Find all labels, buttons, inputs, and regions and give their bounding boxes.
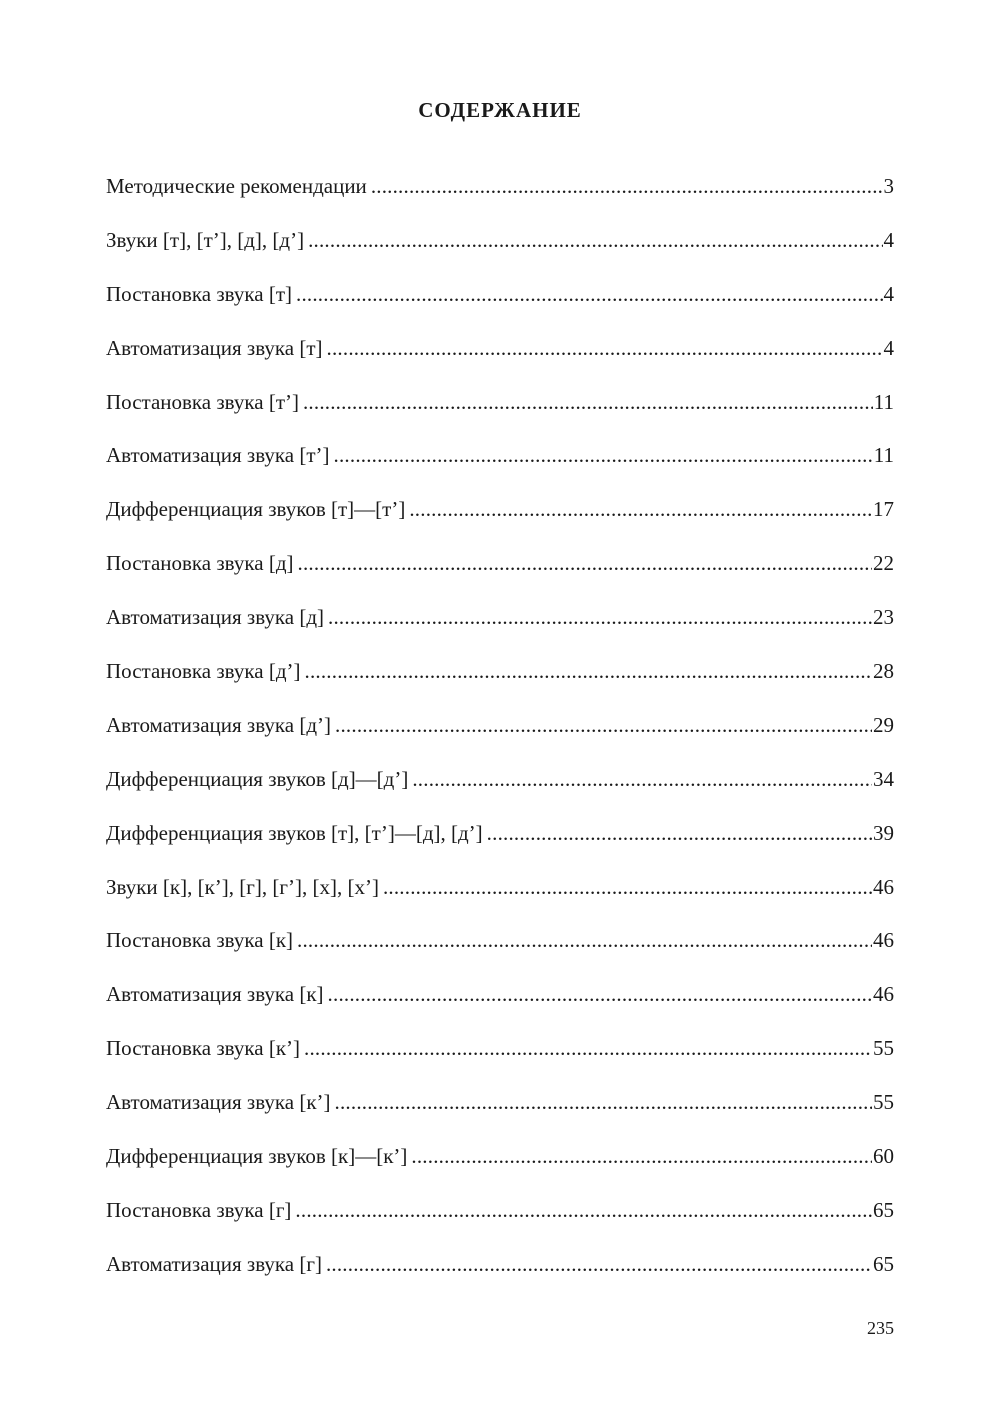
toc-dot-leader [487, 819, 872, 847]
toc-dot-leader [328, 603, 872, 631]
toc-entry[interactable] [106, 388, 894, 442]
toc-entry[interactable] [106, 1088, 894, 1142]
toc-entry-label: Дифференциация звуков [к]—[к’] [106, 1144, 408, 1169]
toc-entry-label: Постановка звука [т’] [106, 389, 299, 414]
toc-dot-leader [326, 1250, 872, 1278]
toc-entry-page: 65 [873, 1251, 894, 1276]
toc-entry-label: Автоматизация звука [г] [106, 1251, 322, 1276]
toc-entry-label: Дифференциация звуков [д]—[д’] [106, 766, 409, 791]
toc-dot-leader [295, 1196, 872, 1224]
toc-entry[interactable] [106, 873, 894, 927]
toc-dot-leader [335, 1088, 872, 1116]
toc-entry-page: 11 [873, 443, 894, 468]
toc-entry-label: Методические рекомендации [106, 174, 367, 198]
toc-entry[interactable] [106, 603, 894, 657]
toc-dot-leader [409, 495, 872, 523]
toc-entry-page: 34 [873, 766, 894, 791]
toc-entry[interactable] [106, 334, 894, 388]
toc-entry[interactable] [106, 819, 894, 873]
toc-entry-label: Автоматизация звука [т’] [106, 443, 330, 468]
table-of-contents [106, 172, 894, 1304]
toc-entry-page: 4 [883, 335, 894, 360]
toc-entry-label: Постановка звука [к’] [106, 1036, 301, 1061]
toc-entry-page: 17 [873, 497, 894, 522]
toc-dot-leader [412, 765, 872, 793]
toc-dot-leader [304, 1034, 872, 1062]
toc-dot-leader [308, 226, 882, 254]
toc-entry-page: 55 [873, 1036, 894, 1061]
toc-entry-label: Звуки [т], [т’], [д], [д’] [106, 227, 305, 252]
toc-entry[interactable] [106, 172, 894, 226]
toc-entry[interactable] [106, 926, 894, 980]
toc-dot-leader [303, 388, 873, 416]
toc-entry-label: Автоматизация звука [т] [106, 335, 323, 360]
toc-entry-label: Постановка звука [д’] [106, 659, 301, 684]
toc-dot-leader [297, 926, 872, 954]
toc-dot-leader [411, 1142, 872, 1170]
toc-dot-leader [298, 549, 873, 577]
toc-entry[interactable] [106, 1142, 894, 1196]
toc-entry-page: 4 [883, 227, 894, 252]
toc-entry[interactable] [106, 1034, 894, 1088]
toc-entry[interactable] [106, 441, 894, 495]
toc-entry[interactable] [106, 711, 894, 765]
page-number: 235 [867, 1318, 894, 1338]
toc-entry-page: 28 [873, 659, 894, 684]
toc-entry-page: 3 [883, 174, 894, 198]
toc-entry[interactable] [106, 495, 894, 549]
toc-entry-label: Постановка звука [г] [106, 1197, 292, 1222]
toc-entry-page: 46 [873, 982, 894, 1007]
toc-entry[interactable] [106, 657, 894, 711]
toc-entry-label: Автоматизация звука [д’] [106, 712, 332, 737]
toc-entry-label: Автоматизация звука [к] [106, 982, 324, 1007]
toc-dot-leader [334, 441, 873, 469]
toc-entry-page: 11 [873, 389, 894, 414]
toc-entry-page: 55 [873, 1090, 894, 1115]
toc-dot-leader [327, 334, 883, 362]
toc-dot-leader [371, 172, 883, 200]
toc-entry-page: 4 [883, 281, 894, 306]
toc-entry-label: Автоматизация звука [к’] [106, 1090, 331, 1115]
toc-entry-page: 46 [873, 928, 894, 953]
toc-entry[interactable] [106, 1196, 894, 1250]
toc-entry-page: 29 [873, 712, 894, 737]
toc-entry-label: Звуки [к], [к’], [г], [г’], [х], [х’] [106, 874, 379, 899]
toc-entry[interactable] [106, 280, 894, 334]
toc-entry[interactable] [106, 226, 894, 280]
toc-entry-label: Постановка звука [т] [106, 281, 292, 306]
toc-entry-label: Постановка звука [к] [106, 928, 294, 953]
toc-dot-leader [296, 280, 883, 308]
toc-entry[interactable] [106, 1250, 894, 1304]
toc-entry-label: Автоматизация звука [д] [106, 605, 325, 630]
toc-entry-label: Дифференциация звуков [т], [т’]—[д], [д’] [106, 820, 483, 845]
page-title: СОДЕРЖАНИЕ [418, 98, 582, 122]
toc-entry-page: 39 [873, 820, 894, 845]
toc-entry-label: Постановка звука [д] [106, 551, 294, 576]
toc-entry[interactable] [106, 765, 894, 819]
toc-entry-page: 23 [873, 605, 894, 630]
toc-entry-page: 46 [873, 874, 894, 899]
toc-entry[interactable] [106, 549, 894, 603]
toc-dot-leader [305, 657, 873, 685]
toc-entry-page: 60 [873, 1144, 894, 1169]
toc-dot-leader [335, 711, 872, 739]
toc-dot-leader [328, 980, 872, 1008]
toc-entry-label: Дифференциация звуков [т]—[т’] [106, 497, 406, 522]
toc-entry-page: 22 [873, 551, 894, 576]
toc-entry[interactable] [106, 980, 894, 1034]
toc-dot-leader [383, 873, 872, 901]
toc-entry-page: 65 [873, 1197, 894, 1222]
